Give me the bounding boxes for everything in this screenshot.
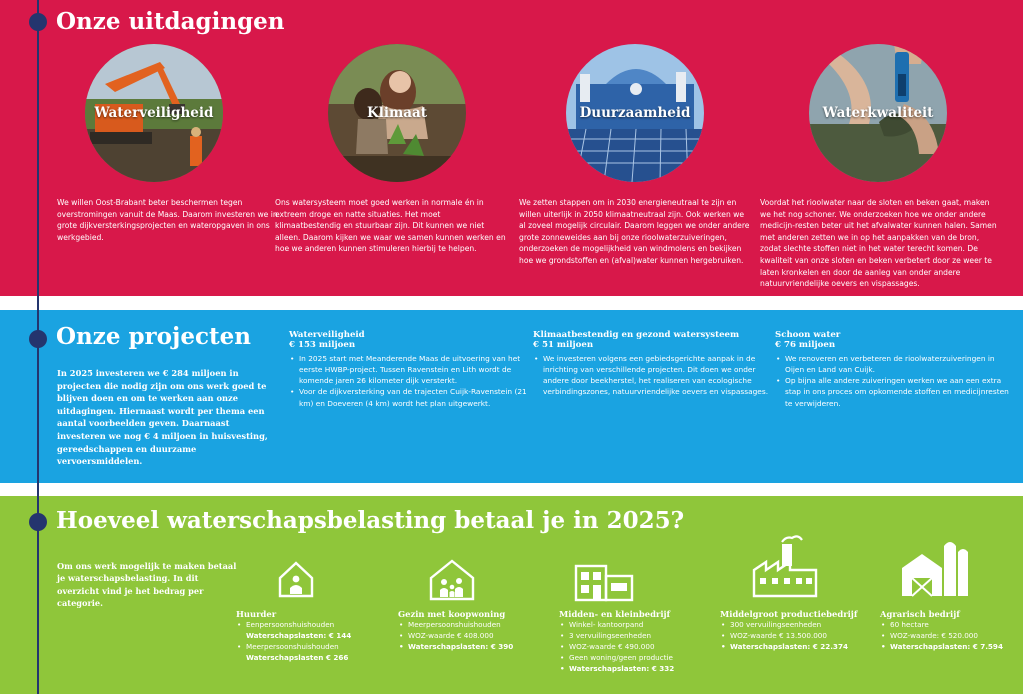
tax-category-productiebedrijf	[720, 609, 900, 653]
photo-waterkwaliteit	[809, 44, 947, 182]
timeline-dot-challenges	[29, 13, 47, 31]
timeline-dot-projects	[29, 330, 47, 348]
tax-line: • WOZ-waarde € 13.500.000	[720, 631, 900, 642]
challenge-text-klimaat: Ons watersysteem moet goed werken in normale én in extreem droge en natte situaties. Het moet klimaatbestendig en stuurbaar zijn. Dit kunnen we niet alleen. Daarom kijken we waar we samen kunnen werken en hoe we anderen kunnen stimuleren hierbij te helpen.	[275, 198, 506, 254]
projects-title: Onze projecten	[56, 323, 251, 350]
challenge-text-waterkwaliteit: Voordat het rioolwater naar de sloten en beken gaat, maken we het nog schoner. We onderzoeken hoe we onder andere medicijn-resten beter uit het afvalwater kunnen halen. Samen met anderen zetten we in op het aanpakken van de bron, zodat slechte stoffen niet in het water terecht komen. De kwaliteit van onze sloten en beken verbetert door ze weer te laten kronkelen en door de aanleg van onder andere natuurvriendelijke oevers en vispassages.	[760, 198, 997, 289]
project-amount: € 76 miljoen	[775, 340, 836, 351]
barn-silo-icon	[898, 534, 970, 600]
tax-line: • 3 vervuilingseenheden	[559, 631, 739, 642]
tax-category-agrarisch	[880, 609, 1020, 653]
tax-category-mkb	[559, 609, 739, 675]
photo-klimaat	[328, 44, 466, 182]
project-bullet: • Op bijna alle andere zuiveringen werken we aan een extra stap in ons proces om opkomende stoffen en medicijnresten te verwijderen.	[775, 375, 1015, 409]
challenges-title: Onze uitdagingen	[56, 8, 285, 35]
tax-line: • Waterschapslasten: € 390	[398, 642, 578, 653]
factory-icon	[752, 534, 818, 600]
tax-title: Hoeveel waterschapsbelasting betaal je in 2025?	[56, 507, 685, 534]
tax-line: • 60 hectare	[880, 620, 1020, 631]
project-column-waterveiligheid	[289, 330, 529, 409]
photo-duurzaamheid	[566, 44, 704, 182]
tax-category-gezin	[398, 609, 578, 653]
tax-category-heading: Huurder	[236, 609, 277, 619]
project-column-klimaat	[533, 330, 773, 398]
tax-line: • WOZ-waarde € 408.000	[398, 631, 578, 642]
project-heading: Klimaatbestendig en gezond watersysteem	[533, 330, 740, 340]
tax-category-heading: Gezin met koopwoning	[398, 609, 506, 619]
house-person-icon	[276, 558, 316, 600]
tax-intro: Om ons werk mogelijk te maken betaal je waterschapsbelasting. In dit overzicht vind je het bedrag per categorie.	[57, 561, 237, 609]
tax-category-huurder	[236, 609, 416, 664]
tax-line: • Winkel- kantoorpand	[559, 620, 739, 631]
tax-line: • 300 vervuilingseenheden	[720, 620, 900, 631]
tax-category-heading: Middelgroot productiebedrijf	[720, 609, 858, 619]
tax-line: • Waterschapslasten: € 332	[559, 664, 739, 675]
project-bullet: • Voor de dijkversterking van de trajecten Cuijk-Ravenstein (21 km) en Doeveren (4 km) wordt het plan uitgewerkt.	[289, 386, 529, 408]
tax-line: • Eenpersoonshuishouden	[236, 620, 416, 631]
house-family-icon	[428, 558, 476, 602]
tax-category-heading: Agrarisch bedrijf	[880, 609, 960, 619]
tax-line: • Waterschapslasten: € 22.374	[720, 642, 900, 653]
project-amount: € 51 miljoen	[533, 340, 594, 351]
project-heading: Waterveiligheid	[289, 330, 365, 340]
tax-line: Waterschapslasten € 266	[246, 652, 349, 662]
challenge-label-waterveiligheid: Waterveiligheid	[94, 105, 214, 121]
tax-line: Waterschapslasten: € 144	[246, 630, 352, 640]
challenge-label-waterkwaliteit: Waterkwaliteit	[822, 105, 934, 121]
project-bullet: • In 2025 start met Meanderende Maas de uitvoering van het eerste HWBP-project. Tussen Ravenstein en Lith wordt de komende jaren 26 kilometer dijk versterkt.	[289, 353, 529, 387]
shop-building-icon	[574, 558, 634, 602]
tax-line: • WOZ-waarde € 490.000	[559, 642, 739, 653]
project-column-schoon-water	[775, 330, 1015, 409]
project-heading: Schoon water	[775, 330, 841, 340]
challenge-label-duurzaamheid: Duurzaamheid	[579, 105, 691, 121]
project-bullet: • We renoveren en verbeteren de rioolwaterzuiveringen in Oijen en Land van Cuijk.	[775, 353, 1015, 375]
tax-line: • Meerpersoonshuishouden	[236, 642, 416, 653]
tax-category-heading: Midden- en kleinbedrijf	[559, 609, 671, 619]
tax-line: • Meerpersoonshuishouden	[398, 620, 578, 631]
projects-intro: In 2025 investeren we € 284 miljoen in projecten die nodig zijn om ons werk goed te blijven doen en om te werken aan onze uitdagingen. Hiernaast wordt per thema een aantal voorbeelden geven. Daarnaast investeren we nog € 4 miljoen in huisvesting, gereedschappen en duurzame vervoersmiddelen.	[57, 368, 268, 467]
tax-line: • Geen woning/geen productie	[559, 653, 739, 664]
project-bullet: • We investeren volgens een gebiedsgerichte aanpak in de inrichting van verschillende projecten. Dit doen we onder andere door beekherstel, het realiseren van ecologische verbindingszones, natuurvriendelijke oevers en vispassages.	[533, 353, 773, 398]
tax-line: • WOZ-waarde: € 520.000	[880, 631, 1020, 642]
challenge-text-duurzaamheid: We zetten stappen om in 2030 energieneutraal te zijn en willen uiterlijk in 2050 klimaatneutraal zijn. Ook werken we al zoveel mogelijk circulair. Daarom leggen we onder andere grote zonneweides aan bij onze rioolwaterzuiveringen, onderzoeken de mogelijkheid van windmolens en bekijken hoe we grondstoffen en (afval)water kunnen hergebruiken.	[519, 198, 750, 265]
timeline-dot-tax	[29, 513, 47, 531]
photo-waterveiligheid	[85, 44, 223, 182]
challenge-label-klimaat: Klimaat	[366, 105, 427, 121]
challenge-text-waterveiligheid: We willen Oost-Brabant beter beschermen tegen overstromingen vanuit de Maas. Daarom investeren we in grote dijkversterkingsprojecten en wateropgaven in ons werkgebied.	[57, 198, 278, 242]
tax-line: • Waterschapslasten: € 7.594	[880, 642, 1020, 653]
project-amount: € 153 miljoen	[289, 340, 356, 351]
